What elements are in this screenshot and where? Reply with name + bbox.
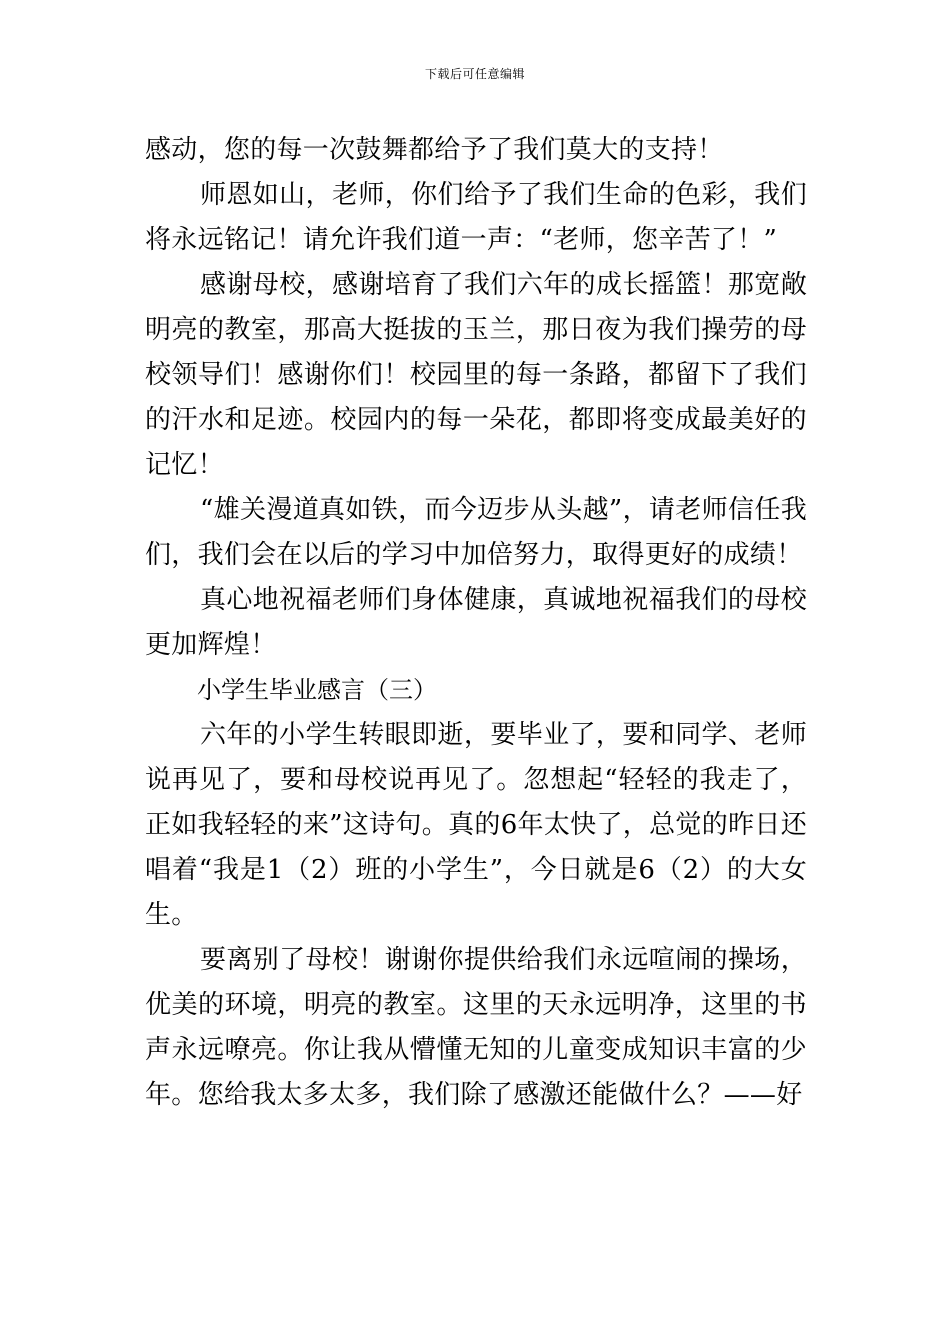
section-heading: 小学生毕业感言（三） xyxy=(197,676,437,704)
paragraph-6: 六年的小学生转眼即逝，要毕业了，要和同学、老师说再见了，要和母校说再见了。忽想起“轻轻的我走了，正如我轻轻的来”这诗句。真的6年太快了，总觉的昨日还唱着“我是1（2）班的小学生”，今日就是6（2）的大女生。 xyxy=(145,720,807,930)
paragraph-4: “雄关漫道真如铁，而今迈步从头越”，请老师信任我们，我们会在以后的学习中加倍努力，取得更好的成绩！ xyxy=(145,495,807,570)
paragraph-1: 感动，您的每一次鼓舞都给予了我们莫大的支持！ xyxy=(145,135,724,165)
paragraph-7: 要离别了母校！谢谢你提供给我们永远喧闹的操场，优美的环境，明亮的教室。这里的天永远明净，这里的书声永远嘹亮。你让我从懵懂无知的儿童变成知识丰富的少年。您给我太多太多，我们除了感激还能做什么？——好 xyxy=(145,945,807,1110)
paragraph-5: 真心地祝福老师们身体健康，真诚地祝福我们的母校更加辉煌！ xyxy=(145,585,807,660)
page-header: 下载后可任意编辑 xyxy=(424,67,525,81)
paragraph-2: 师恩如山，老师，你们给予了我们生命的色彩，我们将永远铭记！请允许我们道一声：“老师，您辛苦了！” xyxy=(145,180,807,255)
paragraph-3: 感谢母校，感谢培育了我们六年的成长摇篮！那宽敞明亮的教室，那高大挺拔的玉兰，那日夜为我们操劳的母校领导们！感谢你们！校园里的每一条路，都留下了我们的汗水和足迹。校园内的每一朵花，都即将变成最美好的记忆！ xyxy=(145,270,807,480)
document-body xyxy=(145,128,807,1118)
